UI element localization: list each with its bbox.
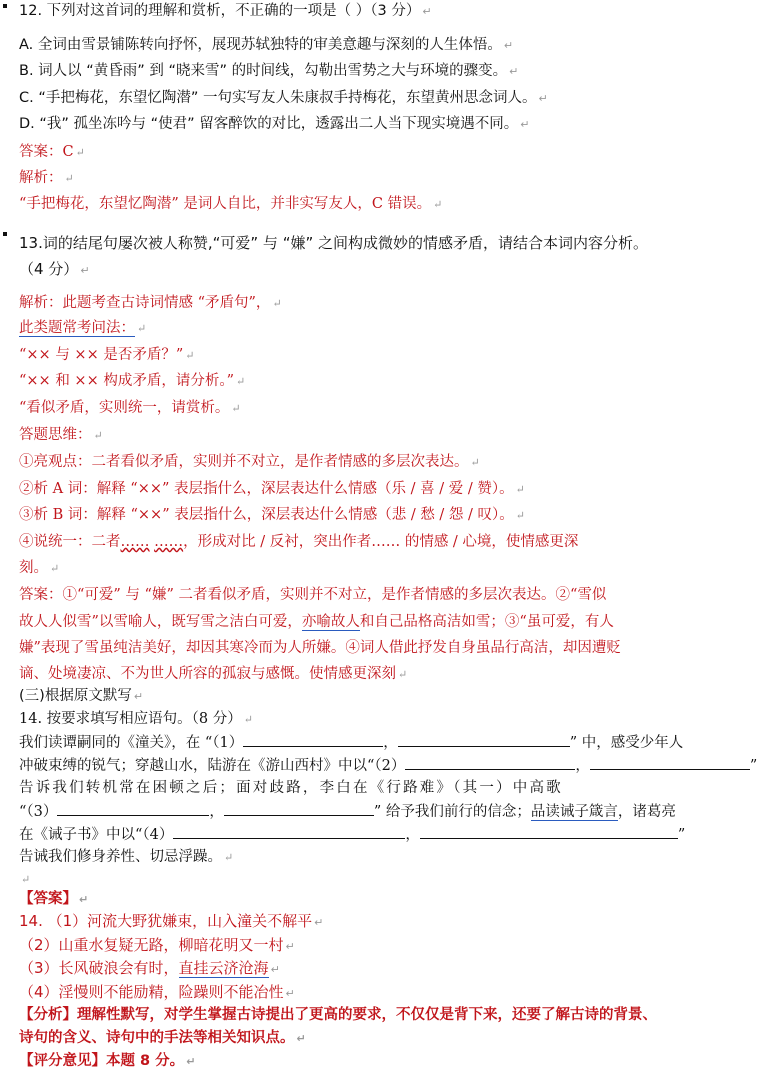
q14-line-1: 我们读谭嗣同的《潼关》，在 “（1） ， ” 中，感受少年人 [19,732,763,753]
q13-step-3: ③析 B 词：解释 “××” 表层指什么，深层表达什么情感（悲 / 愁 / 怨 / 叹）。 ↵ [19,507,525,523]
q14-analysis-1: 【分析】理解性默写，对学生掌握古诗提出了更高的要求，不仅仅是背下来，还要了解古诗的背景、 [19,1007,657,1023]
q14-answer-2: （2）山重水复疑无路，柳暗花明又一村 ↵ [19,936,295,954]
q13-answer-1: 答案：①“可爱” 与 “嫌” 二者看似矛盾，实则并不对立，是作者情感的多层次表达。②“雪似 [19,587,607,603]
blank-4b[interactable] [420,824,678,839]
q13-answer-2: 故人人似雪”以雪喻人，既写雪之洁白可爱，亦喻故人和自己品格高洁如雪；③“虽可爱，有人 [19,614,614,630]
blank-2b[interactable] [590,755,750,770]
q13-stem-score: （4 分） ↵ [19,260,90,278]
q12-stem: 12. 下列对这首词的理解和赏析，不正确的一项是（ ）（3 分） ↵ [19,3,432,19]
q13-answer-3: 嫌”表现了雪虽纯洁美好，却因其寒冷而为人所嫌。④词人借此抒发自身虽品行高洁，却因遭贬 [19,640,621,656]
q13-method-3: “看似矛盾，实则统一，请赏析。 ↵ [19,400,241,416]
q13-stem: 13.词的结尾句屡次被人称赞,“可爱” 与 “嫌” 之间构成微妙的情感矛盾，请结合本词内容分析。 [19,234,649,252]
q14-answer-4: （4）淫慢则不能励精，险躁则不能冶性 ↵ [19,983,295,1001]
q14-line-4: “（3） ， ” 给予我们前行的信念；品读诫子箴言，诸葛亮 [19,801,763,822]
q13-method-1: “×× 与 ×× 是否矛盾？” ↵ [19,347,195,363]
q14-answer-1: 14. （1）河流大野犹嫌束，山入潼关不解平 ↵ [19,912,324,930]
q14-line-6: 告诫我们修身养性、切忌浮躁。 ↵ [19,849,234,865]
q12-analysis-text: “手把梅花，东望忆陶潜” 是词人自比，并非实写友人，C 错误。 ↵ [19,196,443,212]
empty-paragraph: ↵ [21,873,31,886]
q14-score: 【评分意见】本题 8 分。 ↵ [19,1053,196,1069]
q13-think-title: 答题思维： ↵ [19,427,103,443]
section-heading: (三)根据原文默写 ↵ [19,688,144,704]
q14-stem: 14. 按要求填写相应语句。（8 分） ↵ [19,711,253,727]
blank-1b[interactable] [398,732,570,747]
q12-answer: 答案：C ↵ [19,144,85,160]
blank-4a[interactable] [173,824,405,839]
q13-step-1: ①亮观点：二者看似矛盾，实则并不对立，是作者情感的多层次表达。 ↵ [19,454,480,470]
q14-answer-title: 【答案】 ↵ [19,891,89,907]
q14-analysis-2: 诗句的含义、诗句中的手法等相关知识点。 ↵ [19,1030,306,1046]
blank-1a[interactable] [243,732,383,747]
q14-line-2: 冲破束缚的锐气；穿越山水，陆游在《游山西村》中以“（2） ， ” [19,755,763,776]
q12-option-c: C. “手把梅花，东望忆陶潜” 一句实写友人朱康叔手持梅花，东望黄州思念词人。 ↵ [19,90,548,106]
paragraph-marker [3,4,7,8]
blank-3a[interactable] [57,801,209,816]
q13-method-2: “×× 和 ×× 构成矛盾，请分析。” ↵ [19,373,246,389]
q13-jiexi: 解析：此题考查古诗词情感 “矛盾句”， ↵ [19,295,282,311]
q13-method-title: 此类题常考问法： ↵ [19,320,147,336]
blank-2a[interactable] [405,755,575,770]
q13-step-4: ④说统一：二者…… ……，形成对比 / 反衬，突出作者…… 的情感 / 心境，使情感更深 [19,534,579,550]
q14-line-5: 在《诫子书》中以“（4） ， ” [19,824,763,845]
q14-line-3: 告诉我们转机常在困顿之后；面对歧路，李白在《行路难》（其一）中高歌 [19,780,563,796]
q12-option-d: D. “我” 孤坐冻吟与 “使君” 留客醉饮的对比，透露出二人当下现实境遇不同。 ↵ [19,116,530,132]
blank-3b[interactable] [224,801,374,816]
paragraph-marker [3,232,7,236]
q13-answer-4: 谪、处境凄凉、不为世人所容的孤寂与感慨。使情感更深刻 ↵ [19,666,408,682]
q12-option-b: B. 词人以 “黄昏雨” 到 “晓来雪” 的时间线，勾勒出雪势之大与环境的骤变。 ↵ [19,63,519,79]
q13-step-2: ②析 A 词：解释 “××” 表层指什么，深层表达什么情感（乐 / 喜 / 爱 / 赞）。 ↵ [19,481,525,497]
q14-answer-3: （3）长风破浪会有时，直挂云济沧海 ↵ [19,959,280,977]
q13-step-4-cont: 刻。 ↵ [19,560,60,576]
q12-option-a: A. 全词由雪景铺陈转向抒怀，展现苏轼独特的审美意趣与深刻的人生体悟。 ↵ [19,37,514,53]
q12-analysis-label: 解析： ↵ [19,170,74,186]
